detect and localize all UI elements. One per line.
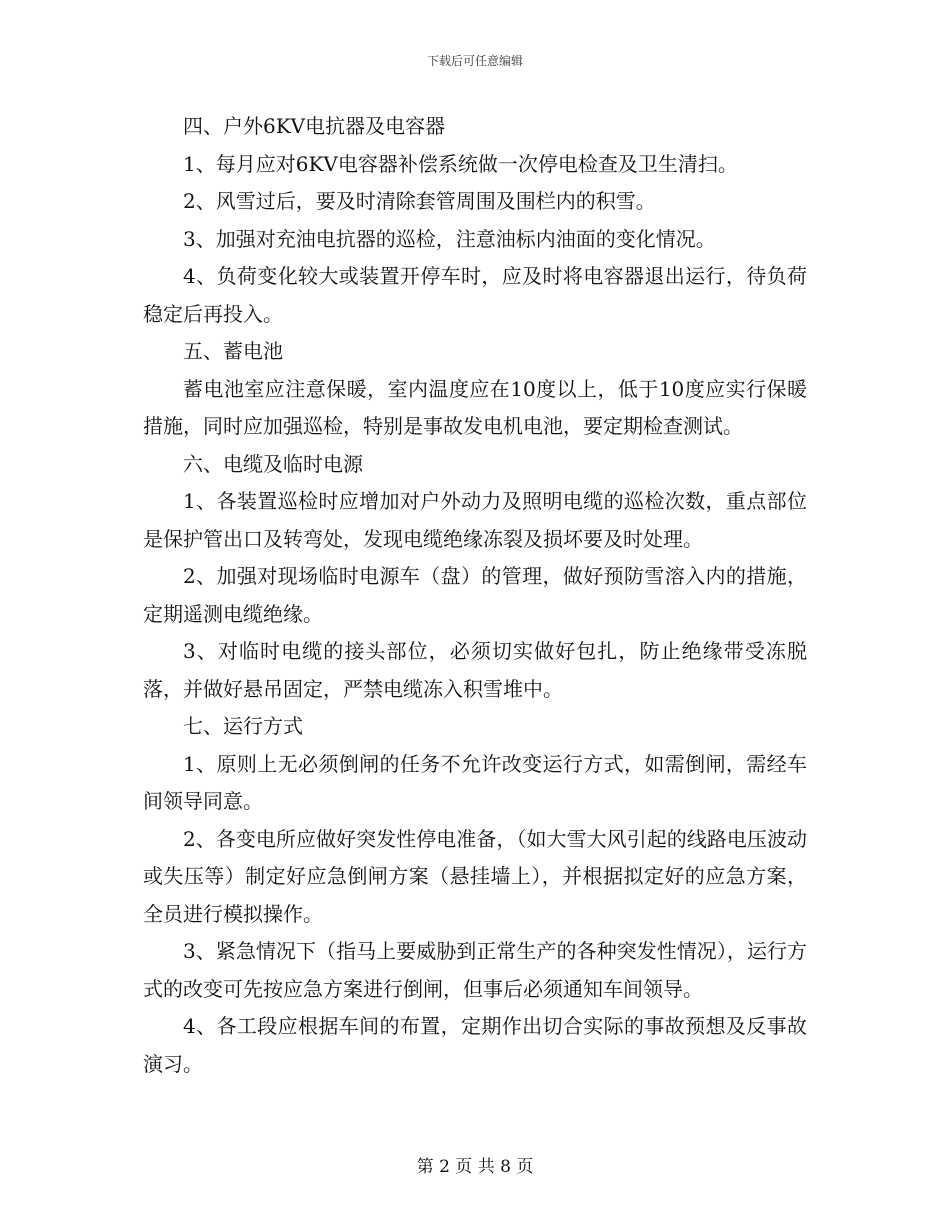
paragraph: 3、对临时电缆的接头部位，必须切实做好包扎，防止绝缘带受冻脱落，并做好悬吊固定，严禁电缆冻入积雪堆中。 — [143, 639, 807, 701]
paragraph: 1、原则上无必须倒闸的任务不允许改变运行方式，如需倒闸，需经车间领导同意。 — [143, 751, 807, 813]
section-heading-cable: 六、电缆及临时电源 — [183, 451, 363, 476]
paragraph: 2、各变电所应做好突发性停电准备，（如大雪大风引起的线路电压波动或失压等）制定好应急倒闸方案（悬挂墙上），并根据拟定好的应急方案，全员进行模拟操作。 — [143, 826, 807, 926]
paragraph: 4、各工段应根据车间的布置，定期作出切合实际的事故预想及反事故演习。 — [143, 1014, 807, 1076]
paragraph: 1、每月应对6KV电容器补偿系统做一次停电检查及卫生清扫。 — [183, 151, 738, 176]
document-body — [143, 108, 807, 1083]
section-heading-operation-mode: 七、运行方式 — [183, 714, 303, 738]
section-heading-outdoor-reactor: 四、户外6KV电抗器及电容器 — [183, 114, 446, 138]
paragraph: 1、各装置巡检时应增加对户外动力及照明电缆的巡检次数，重点部位是保护管出口及转弯处，发现电缆绝缘冻裂及损坏要及时处理。 — [143, 489, 807, 551]
page-header: 下载后可任意编辑 — [426, 54, 523, 68]
paragraph: 3、加强对充油电抗器的巡检，注意油标内油面的变化情况。 — [183, 226, 716, 251]
paragraph: 2、风雪过后，要及时清除套管周围及围栏内的积雪。 — [183, 189, 656, 213]
paragraph: 3、紧急情况下（指马上要威胁到正常生产的各种突发性情况），运行方式的改变可先按应急方案进行倒闸，但事后必须通知车间领导。 — [143, 939, 807, 1001]
paragraph: 蓄电池室应注意保暖，室内温度应在10度以上，低于10度应实行保暖措施，同时应加强巡检，特别是事故发电机电池，要定期检查测试。 — [143, 376, 807, 438]
page-number: 第 2 页 共 8 页 — [416, 1157, 534, 1177]
section-heading-battery: 五、蓄电池 — [183, 339, 283, 363]
paragraph: 4、负荷变化较大或装置开停车时，应及时将电容器退出运行，待负荷稳定后再投入。 — [143, 264, 807, 326]
paragraph: 2、加强对现场临时电源车（盘）的管理，做好预防雪溶入内的措施，定期遥测电缆绝缘。 — [143, 564, 807, 626]
